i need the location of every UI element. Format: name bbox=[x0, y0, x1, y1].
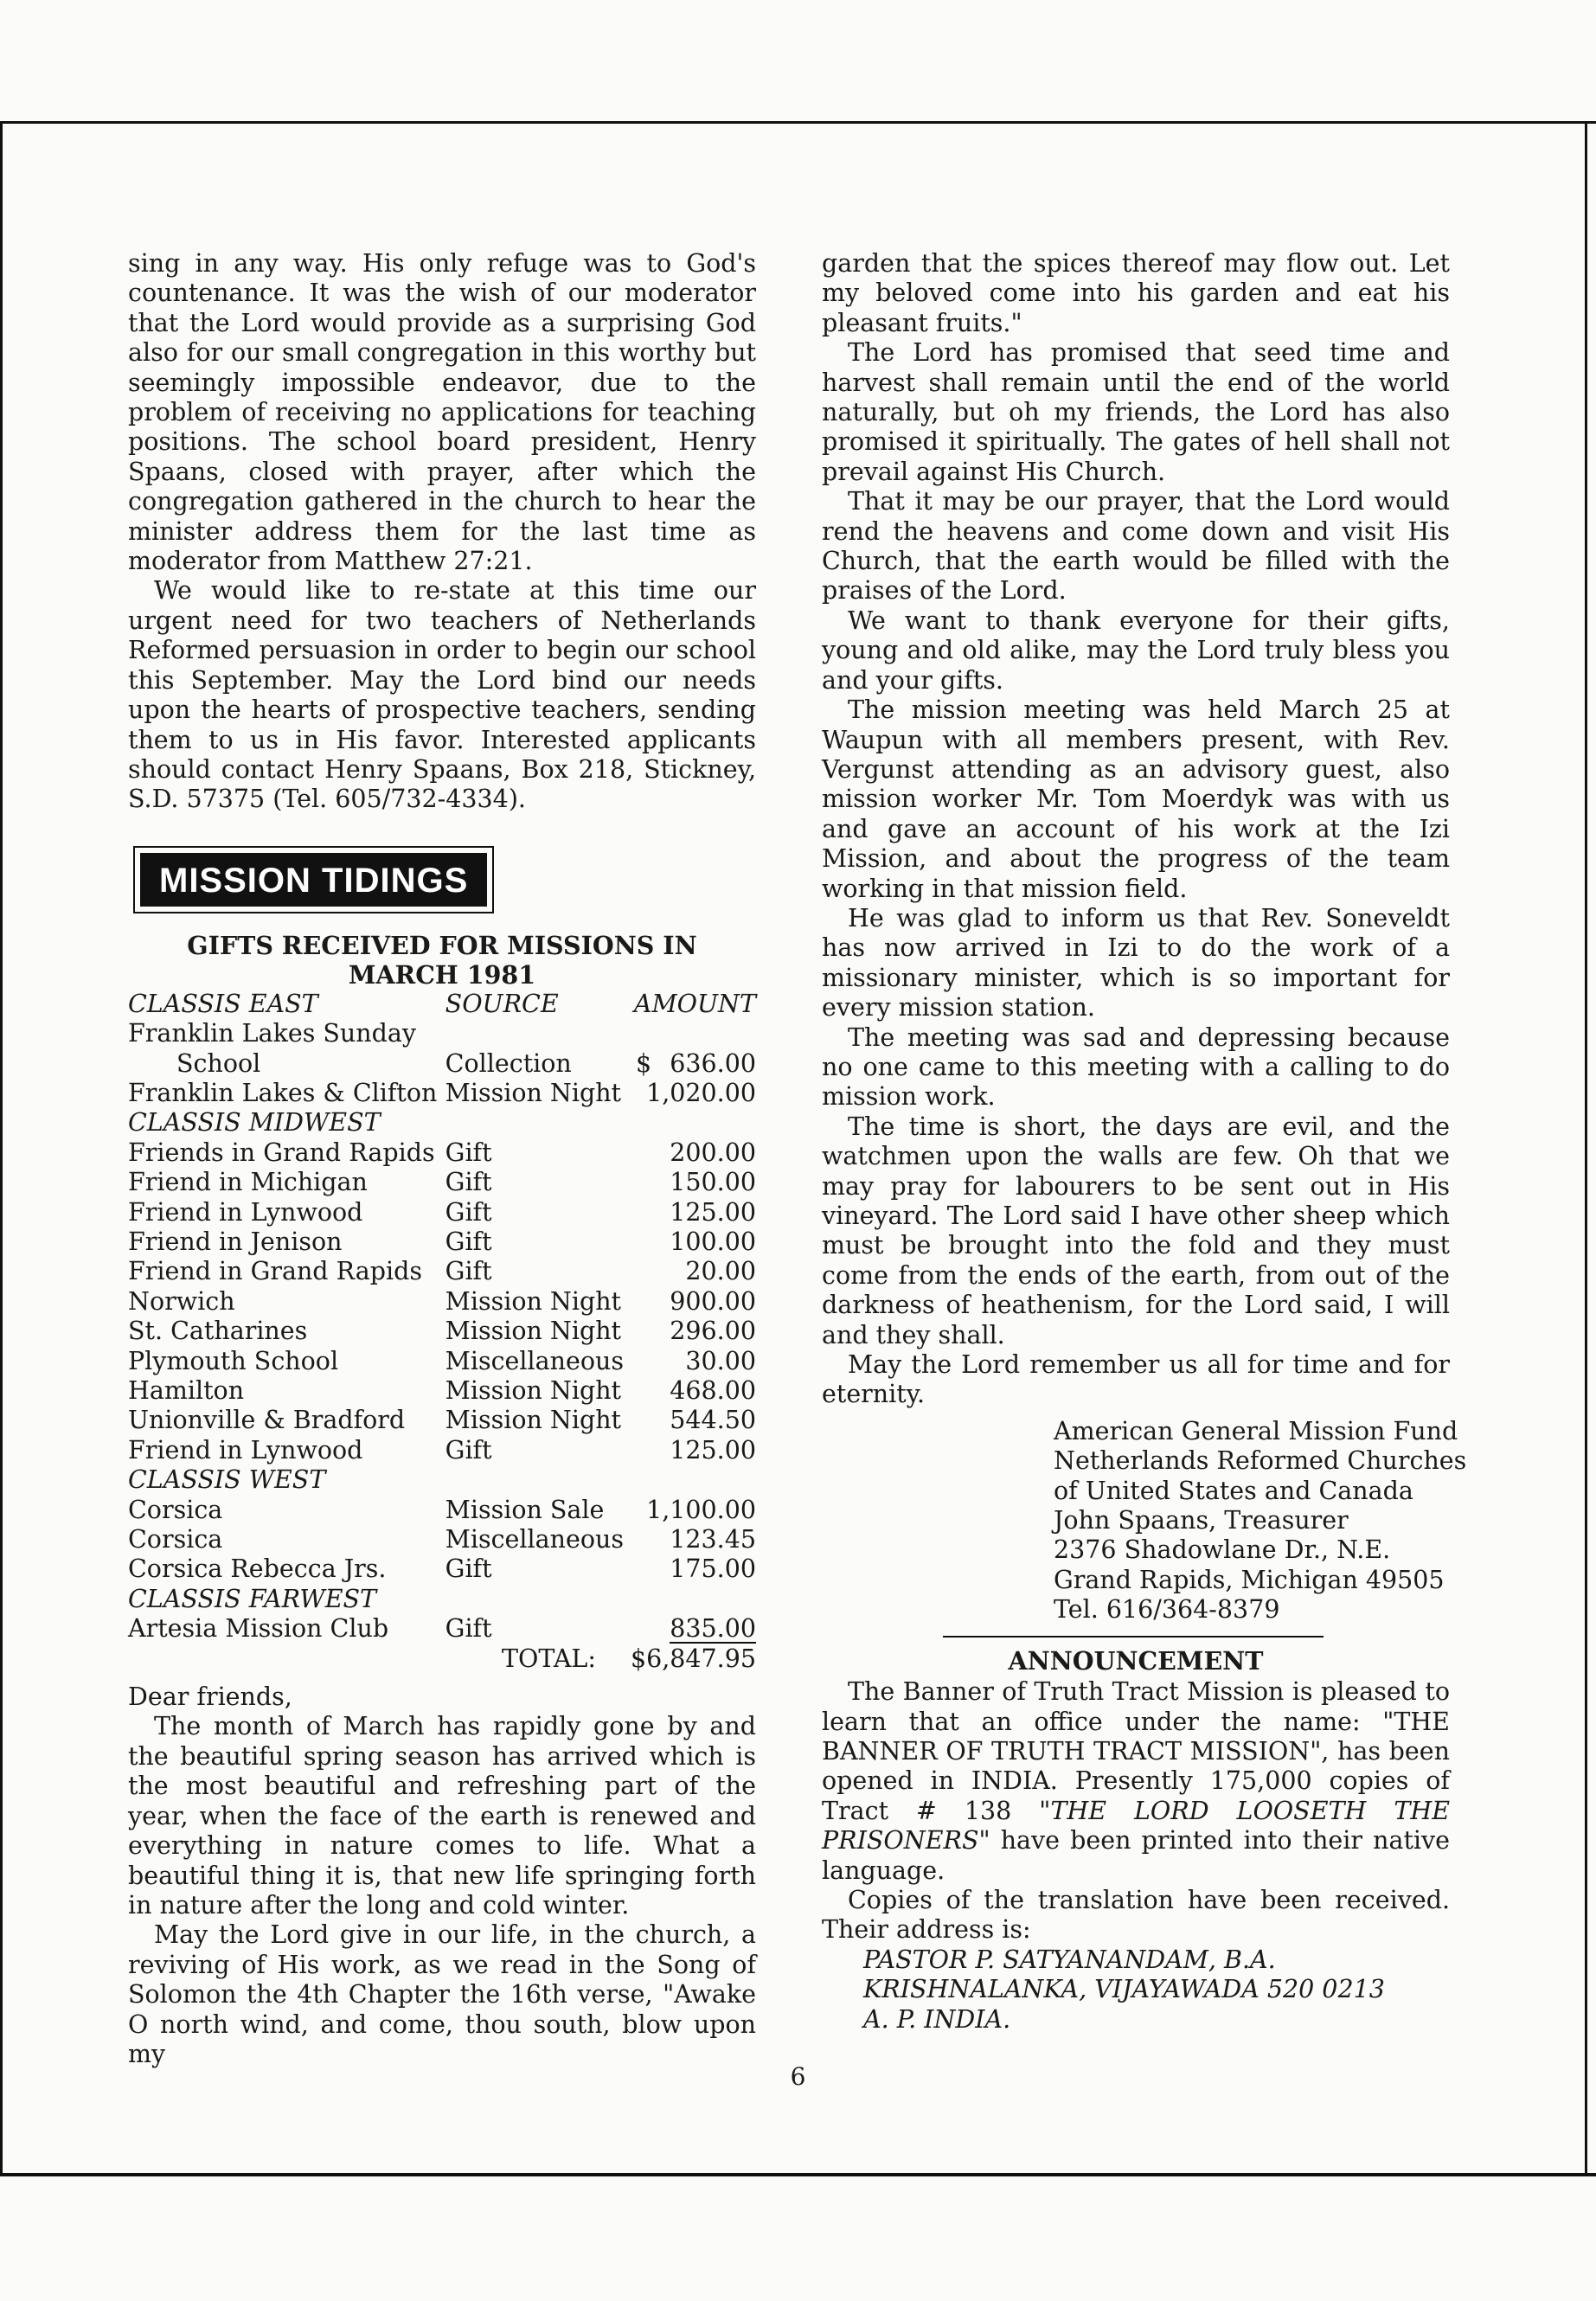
school-paragraph-2: We would like to re-state at this time our urgent need for two teachers of Netherlands Reformed persuasion in order to begin our school this September. May the Lord bind our needs upon the hearts of prospective teachers, sending them to us in His favor. Interested applicants should contact Henry Spaans, Box 218, Stickney, S.D. 57375 (Tel. 605/732-4334). bbox=[128, 576, 756, 814]
gift-amount bbox=[631, 1138, 756, 1168]
table-row bbox=[128, 1436, 756, 1465]
amount-value: 125.00 bbox=[670, 1197, 756, 1227]
amount-value: 100.00 bbox=[670, 1227, 756, 1256]
letter-paragraph-6: We want to thank everyone for their gifts, young and old alike, may the Lord truly bless you and your gifts. bbox=[822, 606, 1450, 695]
amount-value: 150.00 bbox=[670, 1168, 756, 1197]
donor-name: Corsica bbox=[128, 1525, 223, 1554]
amount-heading: AMOUNT bbox=[633, 989, 756, 1018]
gift-amount bbox=[631, 1525, 756, 1554]
announcement-divider bbox=[943, 1636, 1324, 1638]
amount-value: 468.00 bbox=[670, 1376, 756, 1405]
tract-title: "THE LORD LOOSETH THE PRISONERS" bbox=[822, 1796, 1450, 1856]
announcement-paragraph-1 bbox=[822, 1677, 1450, 1886]
table-row bbox=[128, 1168, 756, 1197]
amount-value: 1,100.00 bbox=[646, 1495, 756, 1524]
donor-name: Friend in Jenison bbox=[128, 1227, 343, 1256]
school-paragraph-1: sing in any way. His only refuge was to God's countenance. It was the wish of our moderator that the Lord would provide as a surprising God also for our small congregation in this worthy but seemingly impossible endeavor, due to the problem of receiving no applications for teaching positions. The school board president, Henry Spaans, closed with prayer, after which the congregation gathered in the church to hear the minister address them for the last time as moderator from Matthew 27:21. bbox=[128, 249, 756, 576]
table-row bbox=[128, 1554, 756, 1584]
gift-amount bbox=[631, 1436, 756, 1465]
signature-line: Netherlands Reformed Churches bbox=[1054, 1446, 1467, 1476]
donor-name: Unionville & Bradford bbox=[128, 1406, 406, 1435]
gift-amount bbox=[631, 1198, 756, 1227]
table-row bbox=[128, 1019, 756, 1048]
page-number: 6 bbox=[790, 2062, 806, 2091]
amount-value: 123.45 bbox=[670, 1525, 756, 1554]
gift-amount bbox=[631, 1257, 756, 1286]
signature-line: 2376 Shadowlane Dr., N.E. bbox=[1054, 1535, 1391, 1565]
gift-source: Mission Night bbox=[445, 1406, 622, 1435]
gifts-title: GIFTS RECEIVED FOR MISSIONS IN MARCH 1981 bbox=[187, 930, 697, 990]
table-row bbox=[128, 1198, 756, 1227]
announcement-paragraph-2: Copies of the translation have been received. Their address is: bbox=[822, 1885, 1450, 1945]
donor-name: Friends in Grand Rapids bbox=[128, 1138, 435, 1167]
announcement-text-a: The Banner of Truth Tract Mission is pleased to learn that an office under the name: "THE BANNER OF TRUTH TRACT MISSION", has been opened in INDIA. Presently 175,000 copies of Tract # 138 bbox=[822, 1677, 1450, 1825]
signature-line: John Spaans, Treasurer bbox=[1054, 1506, 1349, 1535]
donor-name: Friend in Lynwood bbox=[128, 1435, 363, 1465]
mission-tidings-banner bbox=[133, 846, 494, 913]
donor-name: Hamilton bbox=[128, 1376, 245, 1405]
table-row bbox=[128, 1614, 756, 1644]
gifts-table bbox=[128, 990, 756, 1674]
bottom-border-rule bbox=[0, 2173, 1596, 2176]
right-column bbox=[822, 249, 1467, 2035]
amount-value: 20.00 bbox=[685, 1257, 756, 1286]
gift-amount bbox=[631, 1049, 756, 1079]
total-spacer bbox=[128, 1644, 445, 1674]
donor-name: Friend in Grand Rapids bbox=[128, 1257, 422, 1286]
signature-line: Tel. 616/364-8379 bbox=[1054, 1595, 1280, 1625]
table-row bbox=[128, 1287, 756, 1317]
right-border-rule bbox=[1585, 121, 1587, 2176]
gift-amount bbox=[631, 1406, 756, 1435]
donor-name: School bbox=[176, 1048, 261, 1078]
letter-paragraph-10: The time is short, the days are evil, and the watchmen upon the walls are few. Oh that we may pray for labourers to be sent out in His vineyard. The Lord said I have other sheep which must be brought into the fold and they must come from the ends of the earth, from out of the darkness of heathenism, for the Lord said, I will and they shall. bbox=[822, 1112, 1450, 1349]
donor-name: Franklin Lakes & Clifton bbox=[128, 1078, 438, 1107]
total-amount: $6,847.95 bbox=[630, 1644, 756, 1673]
letter-paragraph-11: May the Lord remember us all for time and for eternity. bbox=[822, 1350, 1450, 1409]
total-row bbox=[128, 1644, 756, 1674]
table-row bbox=[128, 1496, 756, 1525]
donor-name: Corsica bbox=[128, 1495, 223, 1524]
amount-value: 544.50 bbox=[670, 1406, 756, 1435]
letter-paragraph-8: He was glad to inform us that Rev. Soneveldt has now arrived in Izi to do the work of a missionary minister, which is so important for every mission station. bbox=[822, 903, 1450, 1022]
gift-source: Gift bbox=[445, 1614, 492, 1644]
signature-line: American General Mission Fund bbox=[1054, 1416, 1458, 1445]
gift-amount bbox=[631, 1376, 756, 1406]
letter-paragraph-5: That it may be our prayer, that the Lord would rend the heavens and come down and visit His Church, that the earth would be filled with the praises of the Lord. bbox=[822, 487, 1450, 606]
amount-value: 636.00 bbox=[670, 1048, 756, 1078]
gift-source: Mission Night bbox=[445, 1078, 622, 1107]
table-row bbox=[128, 1525, 756, 1554]
letter-paragraph-9: The meeting was sad and depressing because no one came to this meeting with a calling to do mission work. bbox=[822, 1022, 1450, 1112]
left-column bbox=[128, 249, 756, 2069]
classis-heading: CLASSIS WEST bbox=[128, 1465, 326, 1495]
gift-source: Gift bbox=[445, 1435, 492, 1465]
amount-value: 1,020.00 bbox=[646, 1078, 756, 1107]
signature-line: Grand Rapids, Michigan 49505 bbox=[1054, 1565, 1445, 1594]
donor-name: Friend in Lynwood bbox=[128, 1197, 363, 1227]
amount-value: 900.00 bbox=[670, 1286, 756, 1316]
address-line: KRISHNALANKA, VIJAYAWADA 520 0213 bbox=[863, 1975, 1385, 2004]
gift-source: Gift bbox=[445, 1554, 492, 1584]
india-address bbox=[863, 1945, 1450, 2035]
table-row bbox=[128, 1347, 756, 1376]
gift-source: Gift bbox=[445, 1227, 492, 1256]
gift-amount bbox=[631, 1287, 756, 1317]
table-row bbox=[128, 1227, 756, 1257]
classis-east-heading: CLASSIS EAST bbox=[128, 989, 318, 1018]
gift-source: Mission Night bbox=[445, 1376, 622, 1405]
gift-amount bbox=[631, 1554, 756, 1584]
gift-source: Mission Sale bbox=[445, 1495, 605, 1524]
gift-amount bbox=[631, 1317, 756, 1346]
address-line: PASTOR P. SATYANANDAM, B.A. bbox=[863, 1945, 1276, 1974]
classis-heading-row bbox=[128, 1465, 756, 1495]
gift-source: Miscellaneous bbox=[445, 1525, 625, 1554]
gift-amount bbox=[631, 1614, 756, 1644]
announcement-title: ANNOUNCEMENT bbox=[1008, 1645, 1264, 1676]
classis-heading-row bbox=[128, 1585, 756, 1614]
letter-paragraph-1: The month of March has rapidly gone by and the beautiful spring season has arrived which is the most beautiful and refreshing part of the year, when the face of the earth is renewed and everything in nature comes to life. What a beautiful thing it is, that new life springing forth in nature after the long and cold winter. bbox=[128, 1712, 756, 1920]
amount-value: 835.00 bbox=[670, 1614, 756, 1644]
table-row bbox=[128, 1257, 756, 1286]
salutation: Dear friends, bbox=[128, 1682, 292, 1712]
gift-source: Miscellaneous bbox=[445, 1346, 625, 1375]
currency-symbol: $ bbox=[635, 1048, 652, 1078]
gift-source: Gift bbox=[445, 1138, 492, 1167]
classis-heading: CLASSIS FARWEST bbox=[128, 1584, 377, 1613]
amount-value: 125.00 bbox=[670, 1435, 756, 1465]
gift-amount bbox=[631, 1227, 756, 1257]
gift-source: Mission Night bbox=[445, 1317, 622, 1346]
source-heading: SOURCE bbox=[445, 989, 559, 1018]
classis-heading: CLASSIS MIDWEST bbox=[128, 1108, 381, 1138]
letter-paragraph-4: The Lord has promised that seed time and harvest shall remain until the end of the world naturally, but oh my friends, the Lord has also promised it spiritually. The gates of hell shall not prevail against His Church. bbox=[822, 338, 1450, 486]
gift-source: Gift bbox=[445, 1197, 492, 1227]
gift-source: Gift bbox=[445, 1257, 492, 1286]
letter-paragraph-3: garden that the spices thereof may flow out. Let my beloved come into his garden and eat his pleasant fruits." bbox=[822, 249, 1450, 337]
table-header-row bbox=[128, 990, 756, 1019]
table-row bbox=[128, 1317, 756, 1346]
gift-source: Collection bbox=[445, 1048, 572, 1078]
announcement-text-b: have been printed into their native language. bbox=[822, 1826, 1450, 1885]
banner-label: MISSION TIDINGS bbox=[140, 853, 487, 907]
gift-amount bbox=[631, 1079, 756, 1108]
letter-paragraph-7: The mission meeting was held March 25 at Waupun with all members present, with Rev. Vergunst attending as an advisory guest, also mission worker Mr. Tom Moerdyk was with us and gave an account of his work at the Izi Mission, and about the progress of the team working in that mission field. bbox=[822, 695, 1450, 903]
amount-value: 296.00 bbox=[670, 1317, 756, 1346]
total-label: TOTAL: bbox=[502, 1644, 596, 1673]
left-border-rule bbox=[0, 121, 3, 2176]
donor-name: Plymouth School bbox=[128, 1346, 339, 1375]
donor-name: Franklin Lakes Sunday bbox=[128, 1019, 416, 1048]
table-row bbox=[128, 1079, 756, 1108]
amount-value: 175.00 bbox=[670, 1554, 756, 1584]
donor-name: Friend in Michigan bbox=[128, 1168, 368, 1197]
gift-source: Mission Night bbox=[445, 1286, 622, 1316]
amount-value: 200.00 bbox=[670, 1138, 756, 1167]
gift-amount bbox=[631, 1168, 756, 1197]
gift-source bbox=[445, 1019, 631, 1048]
letter-paragraph-2: May the Lord give in our life, in the church, a reviving of His work, as we read in the Song of Solomon the 4th Chapter the 16th verse, "Awake O north wind, and come, thou south, blow upon my bbox=[128, 1920, 756, 2068]
signature-line: of United States and Canada bbox=[1054, 1476, 1413, 1505]
gift-amount bbox=[631, 1347, 756, 1376]
donor-name: Corsica Rebecca Jrs. bbox=[128, 1554, 387, 1584]
donor-name: Artesia Mission Club bbox=[128, 1614, 389, 1644]
signature-block bbox=[1054, 1416, 1467, 1625]
classis-heading-row bbox=[128, 1108, 756, 1138]
gift-amount bbox=[631, 1019, 756, 1048]
gift-source: Gift bbox=[445, 1168, 492, 1197]
donor-name: St. Catharines bbox=[128, 1317, 308, 1346]
table-row bbox=[128, 1376, 756, 1406]
table-row bbox=[128, 1406, 756, 1435]
amount-value: 30.00 bbox=[685, 1346, 756, 1375]
table-row bbox=[128, 1138, 756, 1168]
donor-name: Norwich bbox=[128, 1286, 235, 1316]
gift-amount bbox=[631, 1496, 756, 1525]
table-row bbox=[128, 1049, 756, 1079]
address-line: A. P. INDIA. bbox=[863, 2004, 1011, 2034]
top-border-rule bbox=[0, 121, 1596, 124]
